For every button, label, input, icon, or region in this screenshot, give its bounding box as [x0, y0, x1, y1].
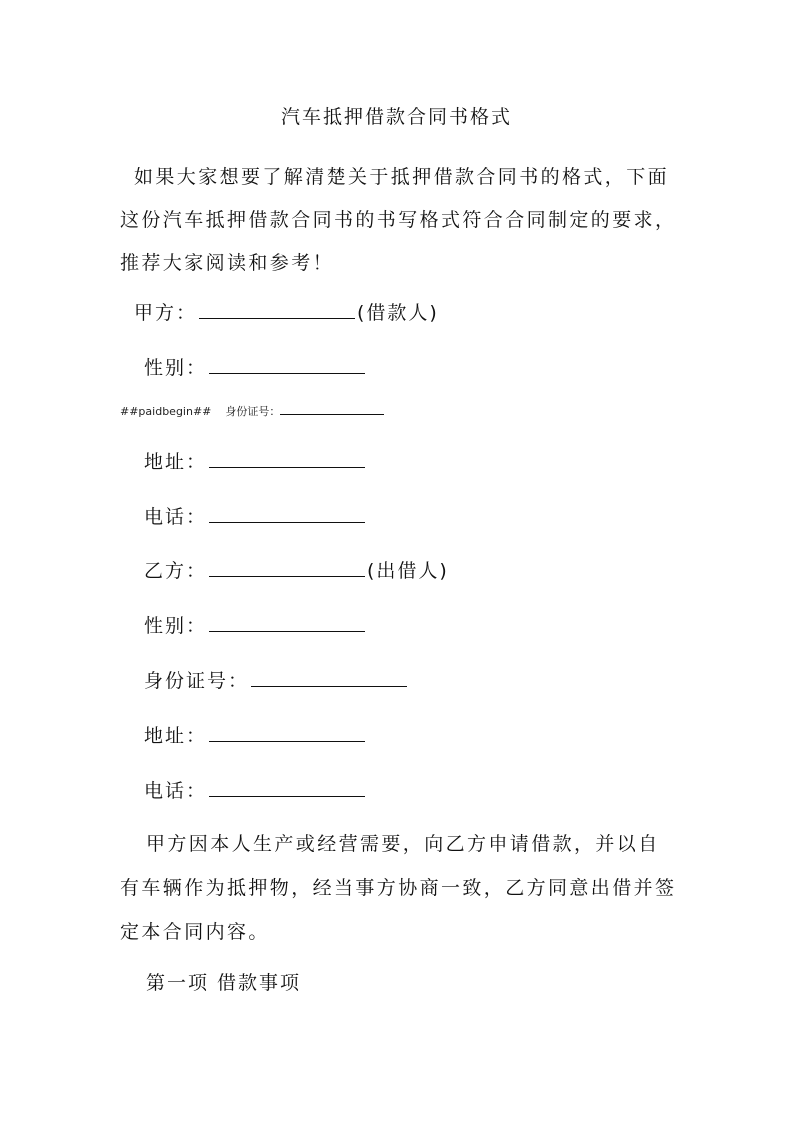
party-b-line — [144, 556, 449, 584]
party-a-label: 甲方： — [134, 302, 198, 324]
party-b-phone-blank — [209, 776, 365, 797]
party-b-id-label: 身份证号： — [144, 670, 250, 692]
party-b-address-label: 地址： — [144, 725, 208, 747]
section-heading — [146, 968, 301, 995]
party-a-phone-label: 电话： — [144, 506, 208, 528]
party-a-address-label: 地址： — [144, 451, 208, 473]
party-b-gender-blank — [209, 611, 365, 632]
party-a-id-label: 身份证号： — [225, 405, 281, 418]
party-a-name-blank — [199, 298, 355, 319]
party-b-address-line — [144, 721, 367, 749]
paid-marker-line — [120, 404, 384, 420]
body-paragraph: 甲方因本人生产或经营需要，向乙方申请借款，并以自有车辆作为抵押物，经当事方协商一致，乙方同意出借并签定本合同内容。 — [120, 833, 677, 943]
party-b-phone-label: 电话： — [144, 780, 208, 802]
party-a-phone-line — [144, 502, 367, 530]
party-a-role: (借款人) — [357, 302, 439, 324]
section-title: 借款事项 — [217, 972, 302, 994]
party-b-gender-line — [144, 611, 367, 639]
intro-paragraph: 如果大家想要了解清楚关于抵押借款合同书的格式，下面这份汽车抵押借款合同书的书写格式符合合同制定的要求，推荐大家阅读和参考！ — [120, 166, 677, 274]
party-b-phone-line — [144, 776, 367, 804]
party-b-name-blank — [209, 556, 365, 577]
party-a-gender-label: 性别： — [144, 357, 208, 379]
party-b-id-line — [144, 666, 409, 694]
section-number: 第一项 — [146, 972, 210, 994]
party-b-gender-label: 性别： — [144, 615, 208, 637]
party-b-address-blank — [209, 721, 365, 742]
party-a-line — [134, 298, 439, 326]
document-title: 汽车抵押借款合同书格式 — [280, 106, 512, 128]
party-a-id-blank — [280, 404, 384, 415]
paid-marker: ##paidbegin## — [120, 405, 212, 418]
party-a-gender-line — [144, 353, 367, 381]
party-b-label: 乙方： — [144, 560, 208, 582]
party-b-role: (出借人) — [367, 560, 449, 582]
party-a-address-blank — [209, 447, 365, 468]
party-a-address-line — [144, 447, 367, 475]
party-a-phone-blank — [209, 502, 365, 523]
party-a-gender-blank — [209, 353, 365, 374]
party-b-id-blank — [251, 666, 407, 687]
